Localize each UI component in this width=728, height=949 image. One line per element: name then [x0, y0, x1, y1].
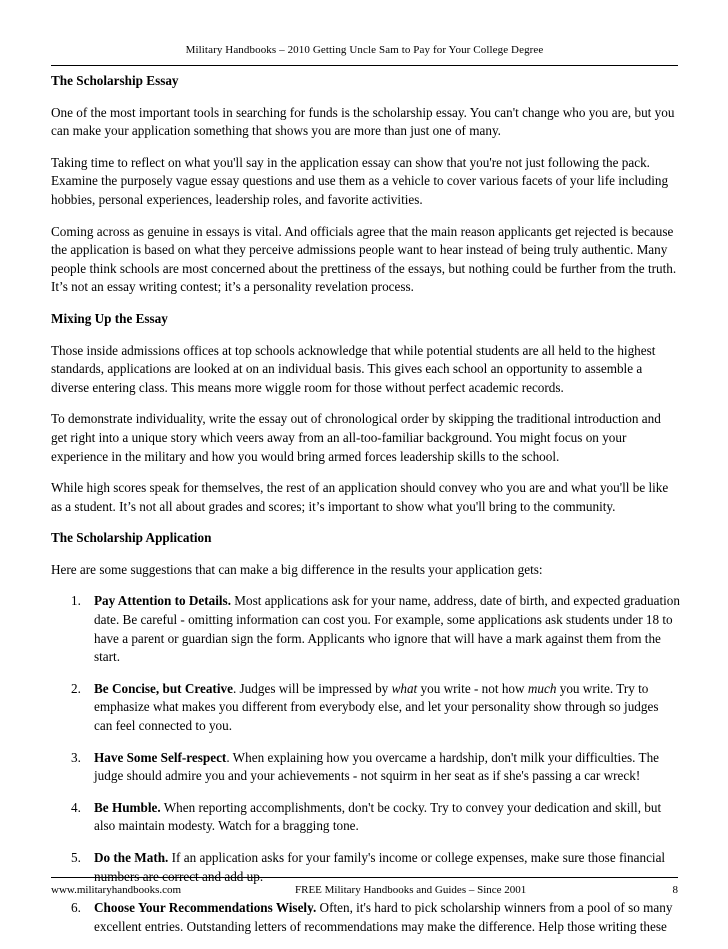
paragraph: To demonstrate individuality, write the essay out of chronological order by skipping the traditional introduction and get right into a unique story which veers away from an all-too-familiar background. You might focus on your experience in the military and how you would bring armed forces leadership skills to the school. [51, 411, 661, 464]
section-heading-mixing-up-essay: Mixing Up the Essay [51, 310, 168, 326]
footer-website-link[interactable]: www.militaryhandbooks.com [51, 884, 182, 896]
item-text: you write - not how [417, 680, 528, 696]
section-heading-scholarship-essay: The Scholarship Essay [51, 73, 179, 88]
item-text: When reporting accomplishments, don't be cocky. Try to convey your dedication and skill, but also maintain modesty. Watch for a bragging tone. [94, 799, 662, 834]
item-text: you write. Try to emphasize what makes you different from everybody else, and let your personality show through so judges can feel connected to you. [94, 680, 659, 734]
paragraph: Coming across as genuine in essays is vital. And officials agree that the main reason applicants get rejected is because the application is based on what they perceive admissions people want to hear instead of being truly authentic. Many people think schools are most concerned about the prettiness of the essays, but nothing could be further from the truth. It’s not an essay writing contest; it’s a personality revelation process. [51, 223, 677, 295]
item-title: Do the Math. [94, 850, 169, 865]
item-text: . When explaining how you overcame a hardship, don't milk your difficulties. The judge should admire you and your achievements - not squirm in her seat as if she's passing a car wreck! [94, 749, 660, 784]
list-item [51, 592, 680, 666]
list-item [51, 749, 680, 786]
item-text: If an application asks for your family's income or college expenses, make sure those financial numbers are correct and add up. [94, 850, 666, 884]
paragraph: Those inside admissions offices at top schools acknowledge that while potential students are all held to the highest standards, applications are looked at on an individual basis. This gives each school an opportunity to assemble a diverse entering class. This means more wiggle room for those without perfect academic records. [51, 342, 656, 395]
item-title: Be Concise, but Creative [94, 680, 233, 696]
footer-tagline: FREE Military Handbooks and Guides – Since 2001 [295, 884, 527, 896]
paragraph: Taking time to reflect on what you'll say in the application essay can show that you're not just following the pack. Examine the purposely vague essay questions and use them as a vehicle to cover various facets of your life including hobbies, personal experiences, leadership roles, and favorite activities. [51, 154, 669, 207]
paragraph: One of the most important tools in searching for funds is the scholarship essay. You can't change who you are, but you can make your application something that shows you are more than just one of many. [51, 104, 675, 139]
item-text: Most applications ask for your name, address, date of birth, and expected graduation date. Be careful - omitting information can cost you. For example, some applications ask students under 18 to have a parent or guardian sign the form. Applicants who ignore that will have a mark against them from the start. [94, 593, 680, 665]
list-number: 6. [71, 900, 81, 916]
page-number: 8 [672, 884, 678, 896]
item-text: Often, it's hard to pick scholarship winners from a pool of so many excellent entries. Outstanding letters of recommendations may make the difference. Help those writing these [94, 900, 673, 934]
list-item [51, 849, 680, 886]
list-number: 3. [71, 749, 81, 765]
list-intro: Here are some suggestions that can make a big difference in the results your application gets: [51, 561, 543, 577]
list-number: 5. [71, 850, 81, 865]
list-number: 1. [71, 593, 81, 609]
list-number: 2. [71, 680, 81, 696]
list-item [51, 680, 680, 736]
list-item [51, 799, 680, 836]
header-rule [51, 65, 678, 66]
item-title: Pay Attention to Details. [94, 593, 231, 609]
list-item [51, 899, 680, 936]
running-header: Military Handbooks – 2010 Getting Uncle Sam to Pay for Your College Degree [185, 44, 544, 56]
item-title: Be Humble. [94, 799, 161, 815]
list-number: 4. [71, 799, 81, 815]
page-footer [51, 884, 678, 900]
paragraph: While high scores speak for themselves, the rest of an application should convey who you are and what you'll be like as a student. It’s not all about grades and scores; it’s important to show what you'll bring to the community. [51, 480, 669, 514]
item-text: . Judges will be impressed by [232, 680, 392, 696]
page-body [51, 72, 680, 949]
footer-rule [51, 877, 678, 878]
item-emphasis: what [391, 680, 418, 696]
item-emphasis: much [527, 680, 557, 696]
item-title: Have Some Self-respect [94, 749, 227, 765]
section-heading-scholarship-application: The Scholarship Application [51, 530, 212, 546]
item-title: Choose Your Recommendations Wisely. [94, 900, 317, 916]
